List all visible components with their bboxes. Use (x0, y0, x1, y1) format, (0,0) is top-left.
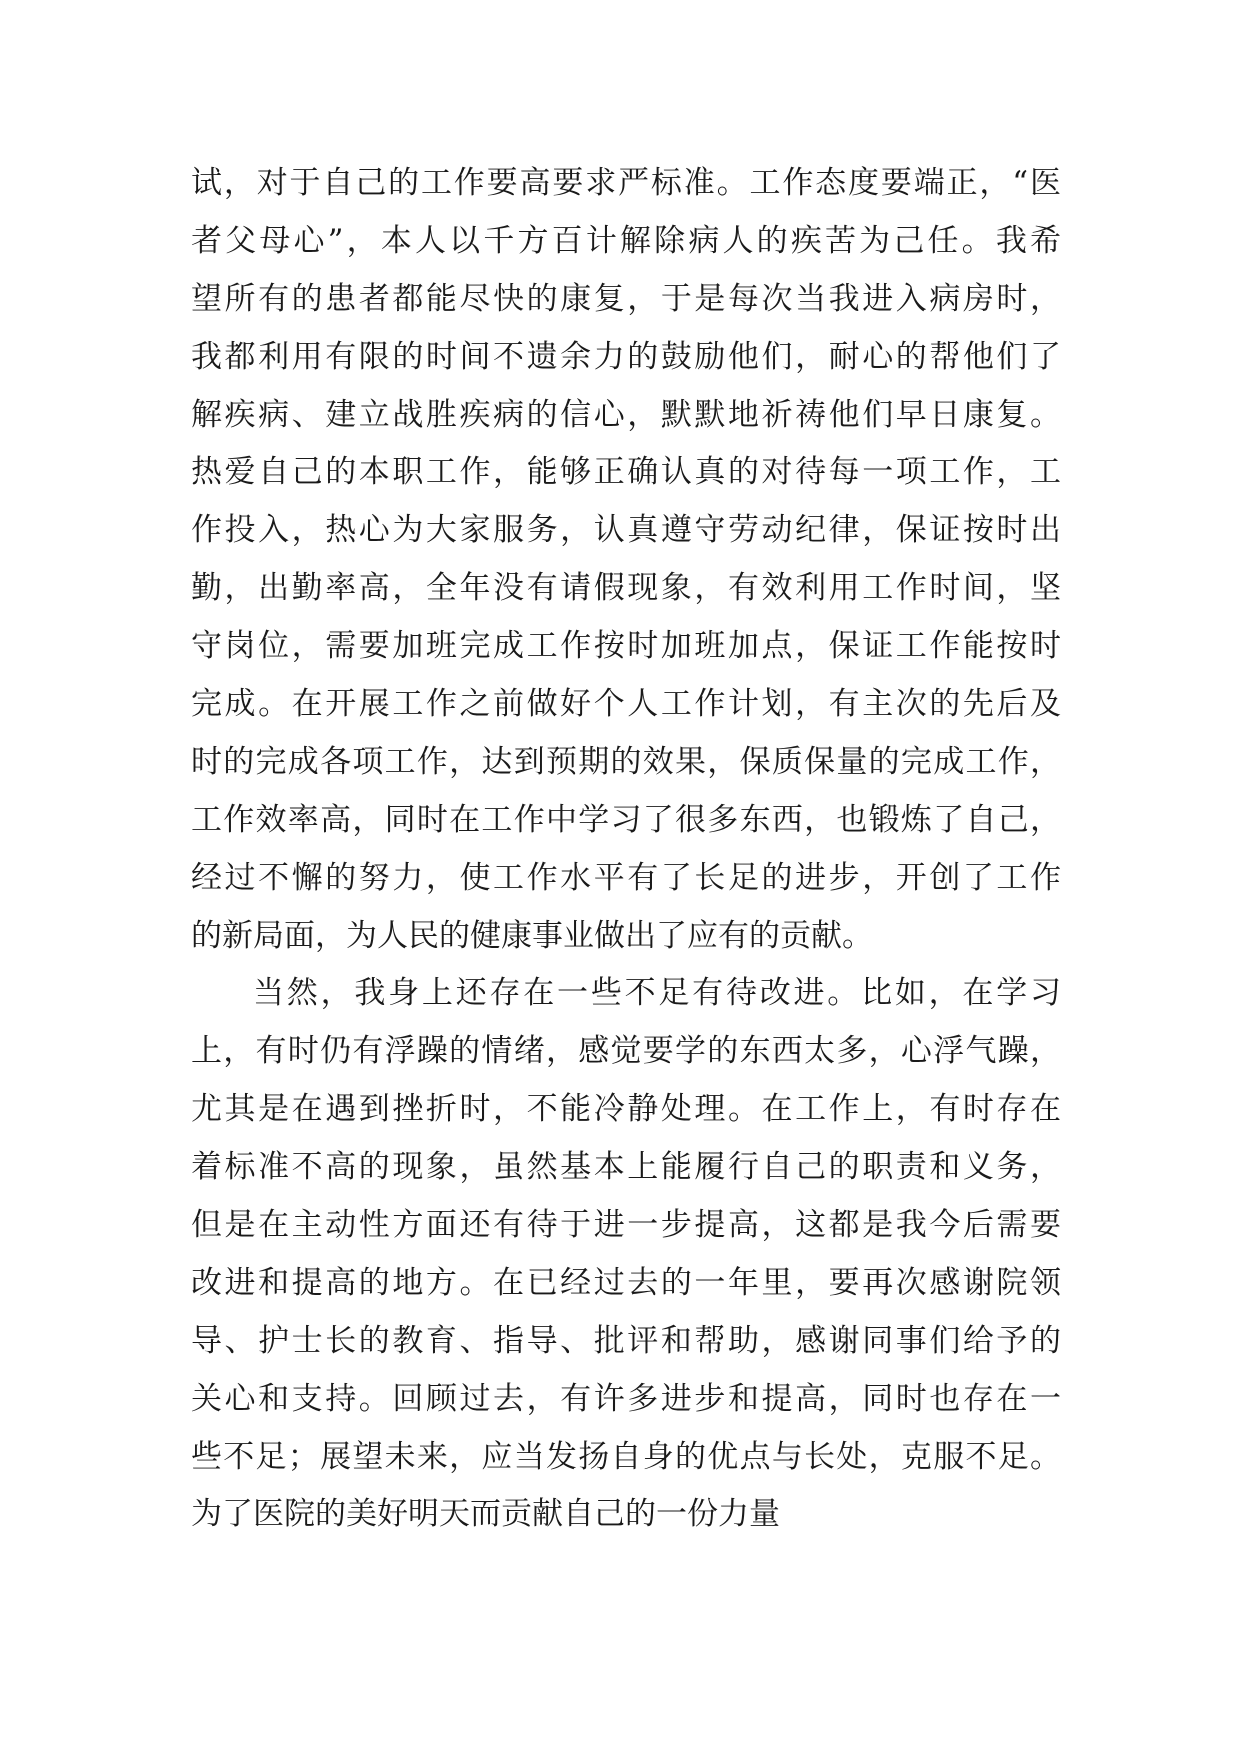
text-line: 作投入，热心为大家服务，认真遵守劳动纪律，保证按时出 (191, 512, 1061, 549)
text-line: 者父母心”，本人以千方百计解除病人的疾苦为己任。我希 (191, 222, 1061, 259)
text-line: 经过不懈的努力，使工作水平有了长足的进步，开创了工作 (191, 859, 1061, 896)
text-line: 改进和提高的地方。在已经过去的一年里，要再次感谢院领 (191, 1264, 1061, 1301)
text-line: 尤其是在遇到挫折时，不能冷静处理。在工作上，有时存在 (191, 1091, 1061, 1128)
text-line: 热爱自己的本职工作，能够正确认真的对待每一项工作，工 (191, 454, 1061, 491)
text-line: 的新局面，为人民的健康事业做出了应有的贡献。 (191, 917, 873, 954)
text-line: 工作效率高，同时在工作中学习了很多东西，也锻炼了自己， (191, 801, 1061, 838)
text-line: 解疾病、建立战胜疾病的信心，默默地祈祷他们早日康复。 (191, 396, 1061, 433)
text-line: 些不足；展望未来，应当发扬自身的优点与长处，克服不足。 (191, 1438, 1061, 1475)
text-line: 勤，出勤率高，全年没有请假现象，有效利用工作时间，坚 (191, 570, 1061, 607)
text-line: 为了医院的美好明天而贡献自己的一份力量 (191, 1496, 780, 1533)
text-line: 导、护士长的教育、指导、批评和帮助，感谢同事们给予的 (191, 1322, 1061, 1359)
text-line: 当然，我身上还存在一些不足有待改进。比如，在学习 (253, 975, 1061, 1012)
text-line: 关心和支持。回顾过去，有许多进步和提高，同时也存在一 (191, 1380, 1061, 1417)
text-line: 我都利用有限的时间不遗余力的鼓励他们，耐心的帮他们了 (191, 338, 1061, 375)
paragraph-1 (191, 155, 1061, 965)
text-line: 试，对于自己的工作要高要求严标准。工作态度要端正，“医 (191, 165, 1061, 201)
text-line: 望所有的患者都能尽快的康复，于是每次当我进入病房时， (191, 280, 1061, 317)
text-line: 但是在主动性方面还有待于进一步提高，这都是我今后需要 (191, 1207, 1061, 1244)
paragraph-2 (191, 965, 1061, 1544)
text-line: 完成。在开展工作之前做好个人工作计划，有主次的先后及 (191, 686, 1061, 723)
text-line: 着标准不高的现象，虽然基本上能履行自己的职责和义务， (191, 1149, 1061, 1186)
text-line: 时的完成各项工作，达到预期的效果，保质保量的完成工作， (191, 743, 1061, 780)
document-body (191, 155, 1061, 1544)
text-line: 上，有时仍有浮躁的情绪，感觉要学的东西太多，心浮气躁， (191, 1033, 1061, 1070)
text-line: 守岗位，需要加班完成工作按时加班加点，保证工作能按时 (191, 628, 1061, 665)
